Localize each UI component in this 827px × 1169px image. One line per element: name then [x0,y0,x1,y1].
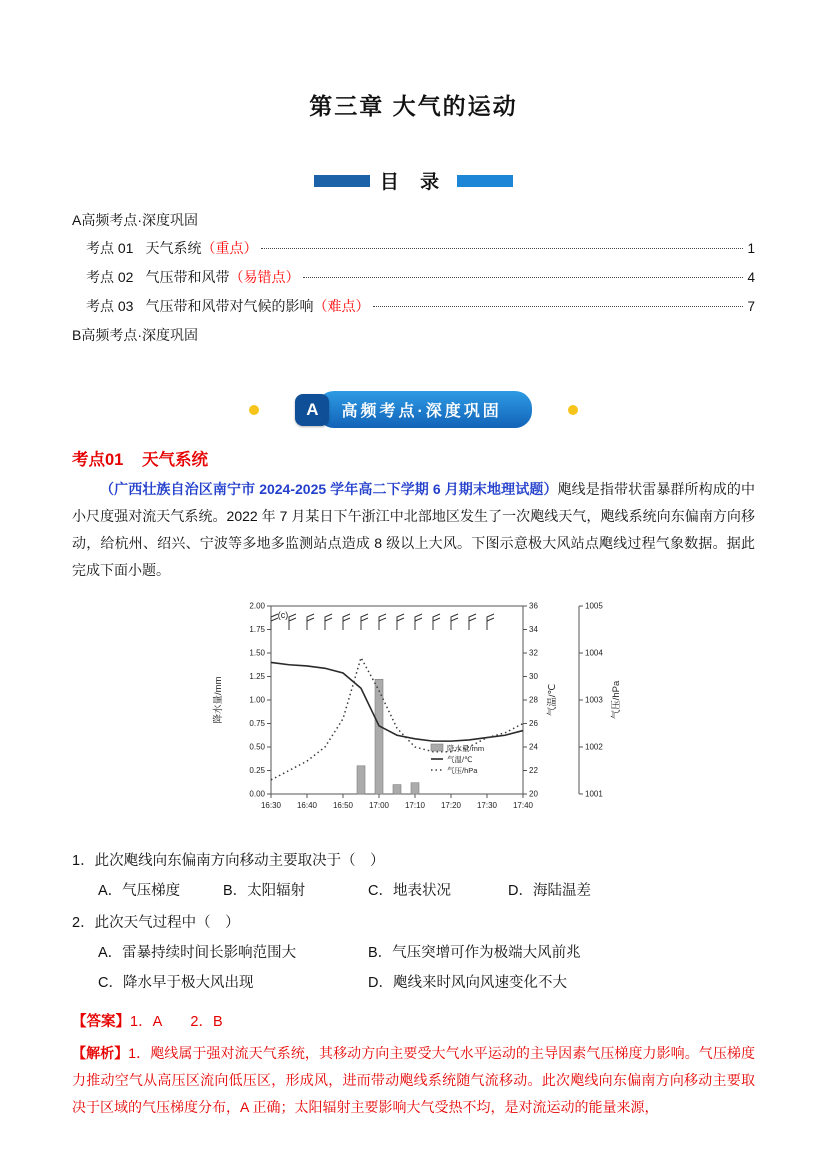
svg-text:2.00: 2.00 [248,601,265,611]
toc-bar-right-icon [457,175,513,187]
svg-text:气温/℃: 气温/℃ [446,755,473,764]
option-2c: C．降水早于极大风出现 [98,975,254,991]
svg-text:17:20: 17:20 [440,801,461,810]
option-2a: A．雷暴持续时间长影响范围大 [98,945,297,961]
svg-text:34: 34 [528,625,538,634]
toc-item-page: 4 [747,270,755,285]
svg-text:24: 24 [528,742,538,752]
svg-text:36: 36 [528,601,538,611]
toc-title: 目 录 [379,172,448,193]
svg-text:降水量/mm: 降水量/mm [212,676,224,724]
question-2-options [72,938,755,998]
question-1-options [72,876,755,906]
option-1a: A．气压梯度 [98,883,181,899]
answer-text: 1．A 2．B [130,1014,223,1030]
passage-source: （广西壮族自治区南宁市 2024-2025 学年高二下学期 6 月期末地理试题） [100,481,558,497]
svg-text:16:30: 16:30 [260,801,281,810]
toc-bar-left-icon [314,175,370,187]
svg-text:17:10: 17:10 [404,801,425,810]
kaodian-number: 考点01 [72,451,124,469]
svg-text:1003: 1003 [584,695,603,705]
passage-text: 飑线是指带状雷暴群所构成的中小尺度强对流天气系统。2022 年 7 月某日下午浙江中北部地区发生了一次飑线天气，飑线系统向东偏南方向移动，给杭州、绍兴、宁波等多地多监测站点造成 8 级以上大风。下图示意极大风站点飑线过程气象数据。据此完成下面小题。 [72,481,755,578]
option-2d: D．飑线来时风向风速变化不大 [368,975,567,991]
option-2b: B．气压突增可作为极端大风前兆 [368,945,581,961]
toc-item-label: 考点 03 [86,298,134,314]
banner-label: 高频考点·深度巩固 [317,391,531,428]
svg-text:降水量/mm: 降水量/mm [446,744,484,753]
svg-text:气温/℃: 气温/℃ [546,683,558,717]
toc-section-b-label: B高频考点·深度巩固 [72,327,198,343]
svg-text:1.50: 1.50 [248,648,265,658]
analysis-label: 【解析】 [72,1045,129,1061]
toc-section-b [72,321,755,349]
svg-text:1004: 1004 [584,648,603,658]
toc-item [72,234,755,263]
svg-text:1.75: 1.75 [248,625,265,634]
section-banner [72,391,755,428]
weather-chart-svg [199,592,629,842]
svg-text:(c): (c) [277,610,288,620]
svg-text:1.25: 1.25 [248,672,265,681]
kaodian-heading [72,446,755,470]
toc-item-label: 考点 02 [86,269,134,285]
svg-text:17:40: 17:40 [512,801,533,810]
toc-item-page: 1 [747,241,755,256]
option-1d: D．海陆温差 [508,883,591,899]
toc-heading [72,167,755,194]
svg-text:0.00: 0.00 [248,789,265,799]
banner-dot-right-icon [568,405,578,415]
toc-item [72,263,755,292]
question-passage [72,476,755,584]
svg-text:26: 26 [528,719,538,728]
svg-text:20: 20 [528,789,538,799]
svg-text:17:00: 17:00 [368,801,389,810]
weather-chart [72,592,755,842]
svg-text:1001: 1001 [584,789,603,799]
svg-text:22: 22 [528,766,538,775]
svg-text:0.50: 0.50 [248,742,265,752]
svg-text:32: 32 [528,648,538,658]
answer-label: 【答案】 [72,1014,130,1030]
question-2-stem: 2．此次天气过程中（ ） [72,915,240,931]
toc-item-tag: （易错点） [229,269,300,285]
toc-item-tag: （难点） [313,298,370,314]
toc-section-a-label: A高频考点·深度巩固 [72,212,198,228]
svg-text:1.00: 1.00 [248,695,265,705]
svg-text:1005: 1005 [584,601,603,611]
svg-text:30: 30 [528,672,538,681]
toc-item-page: 7 [747,299,755,314]
toc-section-a [72,206,755,234]
toc-item-title: 气压带和风带 [145,269,230,285]
banner-dot-left-icon [249,405,259,415]
option-1b: B．太阳辐射 [223,883,306,899]
toc-item [72,292,755,321]
toc-item-tag: （重点） [201,240,258,256]
kaodian-title: 天气系统 [141,451,208,469]
banner-letter: A [295,394,329,426]
analysis-text: 1．飑线属于强对流天气系统，其移动方向主要受大气水平运动的主导因素气压梯度力影响。气压梯度力推动空气从高压区流向低压区，形成风，进而带动飑线系统随气流移动。此次飑线向东偏南方向移动主要取决于区域的气压梯度分布，A 正确；太阳辐射主要影响大气受热不均，是对流运动的能量来源， [72,1045,756,1115]
analysis-block [72,1040,755,1121]
svg-text:17:30: 17:30 [476,801,497,810]
toc-item-title: 天气系统 [145,240,202,256]
toc-item-label: 考点 01 [86,240,134,256]
question-block [72,846,755,998]
svg-text:16:40: 16:40 [296,801,317,810]
question-1-stem: 1．此次飑线向东偏南方向移动主要取决于（ ） [72,853,385,869]
toc-leader-dots [261,248,743,249]
banner [295,391,532,428]
svg-text:0.75: 0.75 [248,719,265,728]
toc-list [72,206,755,349]
svg-text:16:50: 16:50 [332,801,353,810]
toc-leader-dots [373,306,743,307]
svg-text:0.25: 0.25 [248,766,265,775]
option-1c: C．地表状况 [368,883,451,899]
svg-text:28: 28 [528,695,538,705]
page-title: 第三章 大气的运动 [309,93,518,119]
svg-text:气压/hPa: 气压/hPa [610,680,622,720]
toc-leader-dots [303,277,743,278]
svg-text:1002: 1002 [584,742,603,752]
toc-item-title: 气压带和风带对气候的影响 [145,298,314,314]
svg-text:气压/hPa: 气压/hPa [446,766,477,775]
answer-line [72,1008,755,1036]
